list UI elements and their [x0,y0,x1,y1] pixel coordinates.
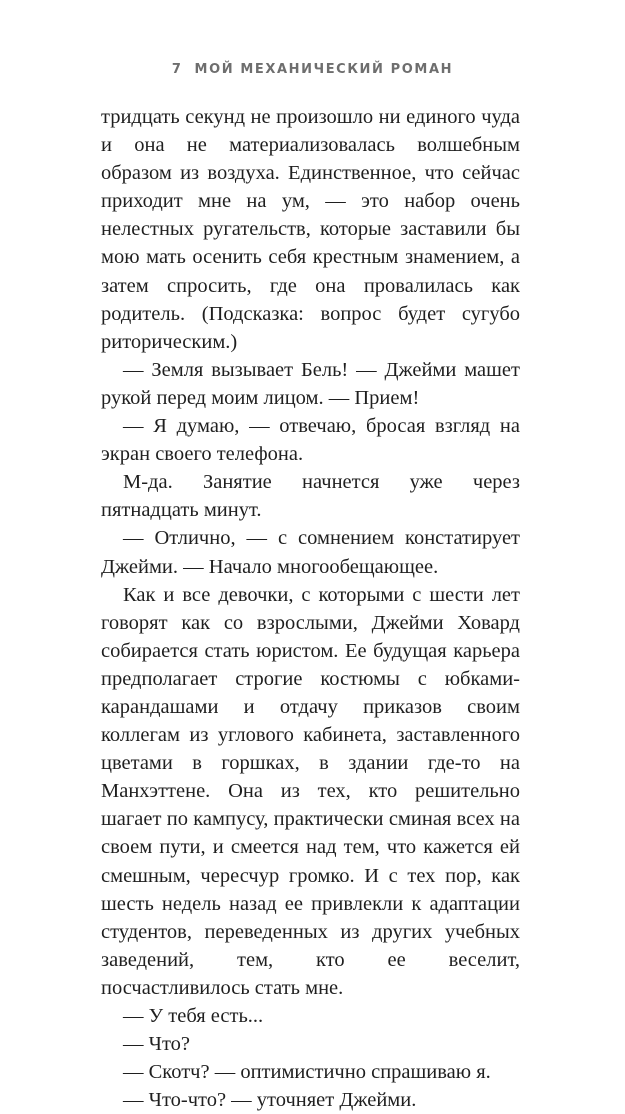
running-head [0,62,625,77]
paragraph: М-да. Занятие начнется уже через пятнадцать минут. [101,471,520,522]
running-title: МОЙ МЕХАНИЧЕСКИЙ РОМАН [194,62,454,77]
paragraph: — Земля вызывает Бель! — Джейми машет рукой перед моим лицом. — Прием! [101,358,520,409]
body-text [101,103,520,1114]
paragraph: Как и все девочки, с которыми с шести лет говорят как со взрослыми, Джейми Ховард собирается стать юристом. Ее будущая карьера предполагает строгие костюмы с юбками-карандашами и отдачу приказов своим коллегам из углового кабинета, заставленного цветами в горшках, в здании где-то на Манхэттене. Она из тех, кто решительно шагает по кампусу, практически сминая всех на своем пути, и смеется над тем, что кажется ей смешным, чересчур громко. И с тех пор, как шесть недель назад ее привлекли к адаптации студентов, переведенных из других учебных заведений, тем, кто ее веселит, посчастливилось стать мне. [101,583,520,999]
paragraph: — Я думаю, — отвечаю, бросая взгляд на экран своего телефона. [101,415,520,466]
paragraph: — Отлично, — с сомнением констатирует Джейми. — Начало многообещающее. [101,527,520,578]
paragraph-continued: тридцать секунд не произошло ни единого чуда и она не материализовалась волшебным образом из воздуха. Единственное, что сейчас приходит мне на ум, — это набор очень нелестных ругательств, которые заставили бы мою мать осенить себя крестным знамением, а затем спросить, где она провалилась как родитель. (Подсказка: вопрос будет сугубо риторическим.) [101,106,520,353]
paragraph: — У тебя есть... [123,1005,264,1027]
paragraph: — Что-что? — уточняет Джейми. [123,1089,417,1112]
paragraph: — Скотч? — оптимистично спрашиваю я. [123,1061,491,1084]
page-number: 7 [171,62,183,77]
paragraph: — Что? [123,1033,190,1056]
